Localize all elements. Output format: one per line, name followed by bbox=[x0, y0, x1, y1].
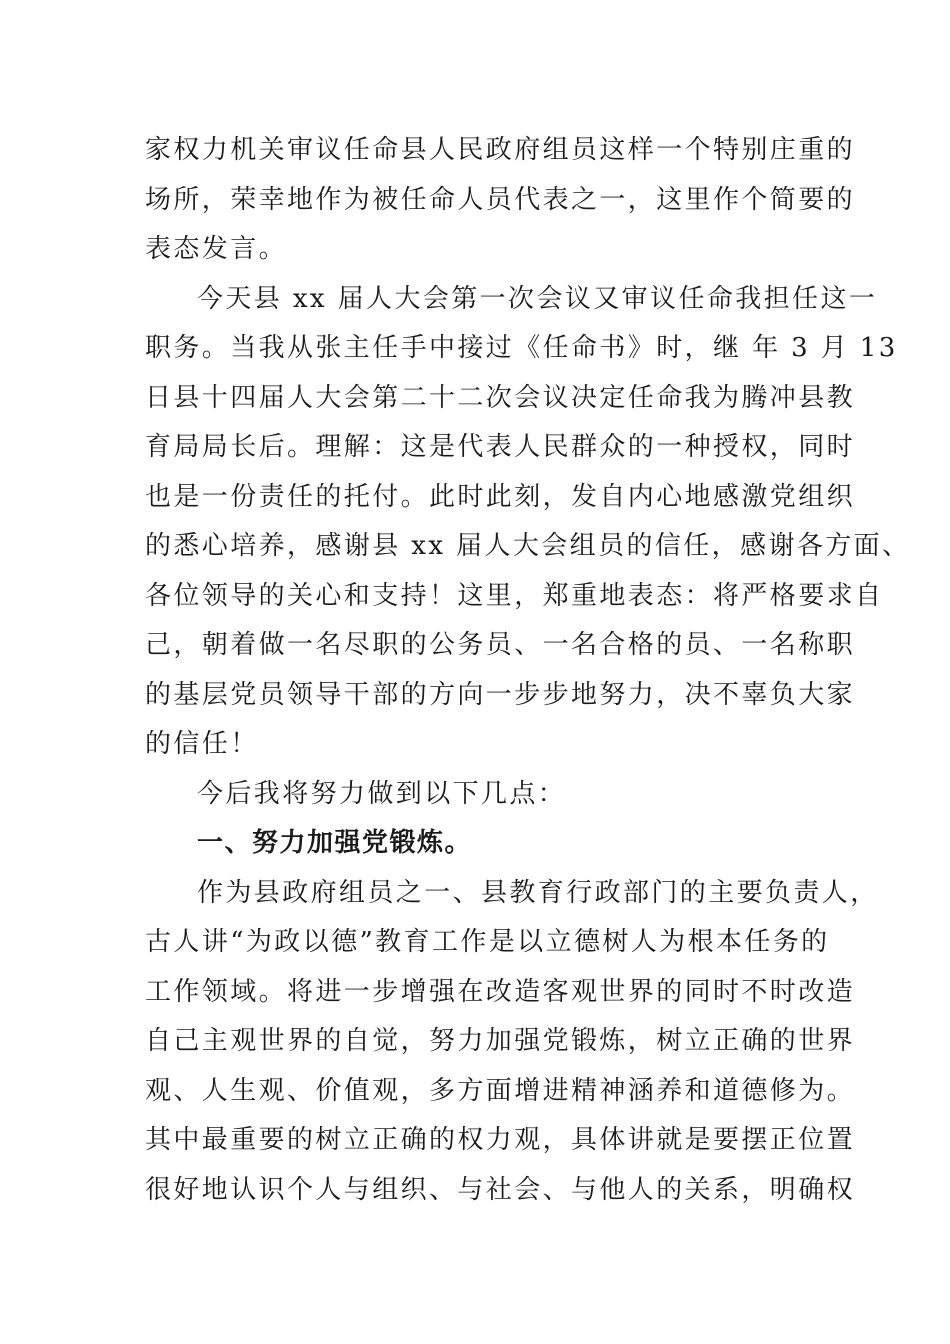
paragraph-line: 场所，荣幸地作为被任命人员代表之一，这里作个简要的 bbox=[145, 184, 856, 215]
paragraph-line: 作为县政府组员之一、县教育行政部门的主要负责人， bbox=[197, 877, 879, 908]
paragraph-line: 的悉心培养，感谢县 xx 届人大会组员的信任，感谢各方面、 bbox=[145, 531, 911, 561]
paragraph-line: 己，朝着做一名尽职的公务员、一名合格的员、一名称职 bbox=[145, 630, 856, 660]
paragraph-line: 的信任！ bbox=[145, 729, 259, 759]
paragraph-line: 的基层党员领导干部的方向一步步地努力，决不辜负大家 bbox=[145, 679, 856, 710]
document-body bbox=[145, 126, 911, 1215]
paragraph-line: 日县十四届人大会第二十二次会议决定任命我为腾冲县教 bbox=[145, 382, 856, 413]
paragraph-line: 自己主观世界的自觉，努力加强党锻炼，树立正确的世界 bbox=[145, 1026, 856, 1056]
paragraph-line: 表态发言。 bbox=[145, 234, 288, 264]
paragraph-line: 观、人生观、价值观，多方面增进精神涵养和道德修为。 bbox=[145, 1075, 856, 1106]
section-heading: 一、努力加强党锻炼。 bbox=[197, 828, 473, 858]
paragraph-line: 工作领域。将进一步增强在改造客观世界的同时不时改造 bbox=[145, 976, 856, 1007]
paragraph-line: 今后我将努力做到以下几点： bbox=[197, 778, 567, 809]
paragraph-line: 职务。当我从张主任手中接过《任命书》时，继 年 3 月 13 bbox=[145, 333, 898, 363]
paragraph-line: 其中最重要的树立正确的权力观，具体讲就是要摆正位置 bbox=[145, 1125, 856, 1155]
paragraph-line: 今天县 xx 届人大会第一次会议又审议任命我担任这一 bbox=[197, 283, 878, 314]
paragraph-line: 很好地认识个人与组织、与社会、与他人的关系，明确权 bbox=[145, 1174, 856, 1205]
paragraph-line: 古人讲“为政以德”教育工作是以立德树人为根本任务的 bbox=[145, 927, 830, 957]
paragraph-line: 育局局长后。理解：这是代表人民群众的一种授权，同时 bbox=[145, 432, 856, 462]
paragraph-line: 也是一份责任的托付。此时此刻，发自内心地感激党组织 bbox=[145, 481, 856, 512]
paragraph-line: 家权力机关审议任命县人民政府组员这样一个特别庄重的 bbox=[145, 135, 856, 165]
paragraph-line: 各位领导的关心和支持！这里，郑重地表态：将严格要求自 bbox=[145, 580, 884, 611]
